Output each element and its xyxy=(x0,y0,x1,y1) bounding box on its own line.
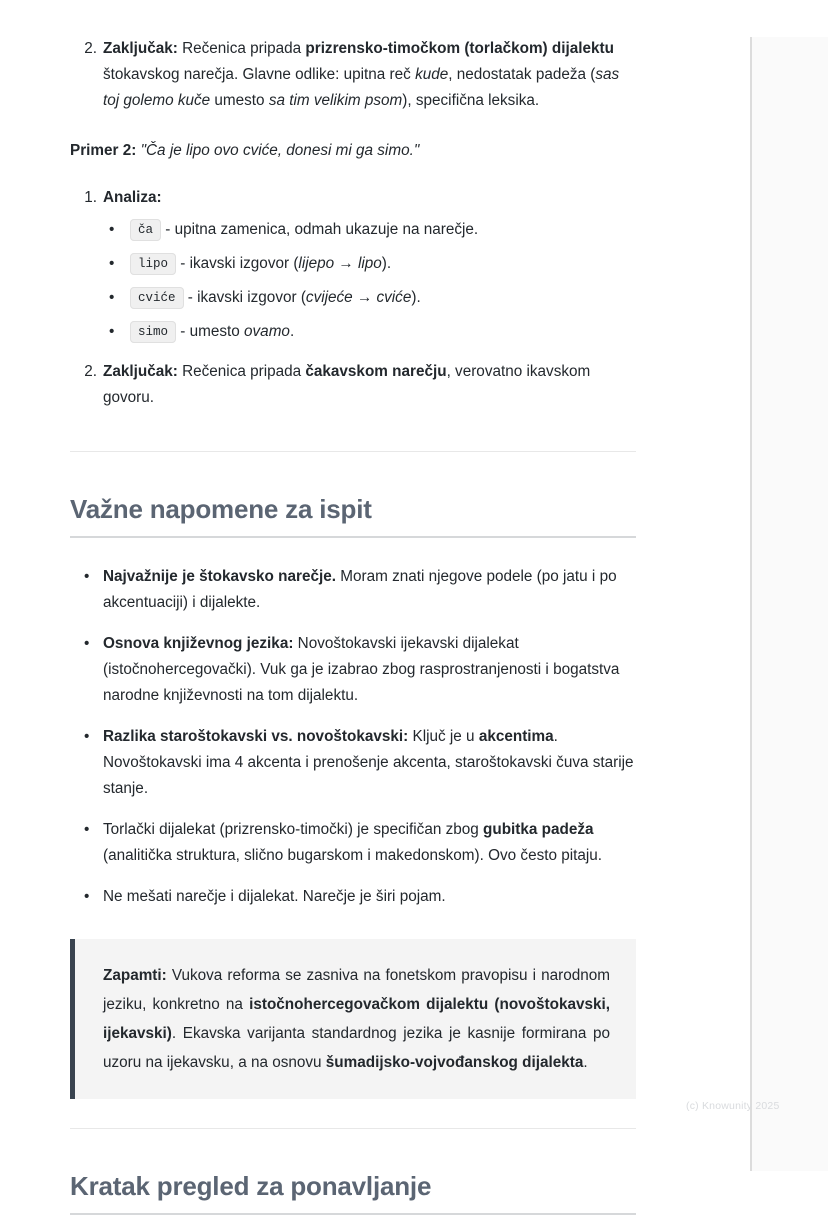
bullet-dot-icon: • xyxy=(84,635,90,652)
note-4-text-1: Ne mešati narečje i dijalekat. Narečje je širi pojam. xyxy=(103,888,446,905)
primer2-label: Primer 2: xyxy=(70,142,137,159)
conclusion2-text xyxy=(103,363,590,406)
analiza-item-1-after: ). xyxy=(381,255,392,272)
analiza-item-3-after: . xyxy=(289,323,295,340)
list-item xyxy=(103,251,636,277)
list-item xyxy=(80,724,636,802)
code-chip-ca: ča xyxy=(130,219,161,241)
example2-conclusion-list xyxy=(70,359,636,411)
list-marker: 2. xyxy=(84,40,97,57)
analiza-item-2-italic-1: cvijeće xyxy=(305,289,353,306)
bullet-dot-icon: • xyxy=(109,255,115,272)
note-3-text-2: (analitička struktura, slično bugarskom i makedonskom). Ovo često pitaju. xyxy=(103,847,603,864)
conclusion-text-1: Rečenica pripada xyxy=(177,40,306,57)
callout-label: Zapamti: xyxy=(103,967,167,984)
analiza-item-3-italic-1: ovamo xyxy=(244,323,290,340)
note-0-bold-1: Najvažnije je štokavsko narečje. xyxy=(103,568,336,585)
bullet-dot-icon: • xyxy=(109,221,115,238)
conclusion-text-3: , nedostatak padeža ( xyxy=(448,66,596,83)
list-item xyxy=(78,185,636,345)
bullet-dot-icon: • xyxy=(84,888,90,905)
note-2-text-2: . Novoštokavski ima 4 akcenta i prenošenje akcenta, staroštokavski čuva starije stanje. xyxy=(103,728,634,797)
code-chip-lipo: lipo xyxy=(130,253,176,275)
conclusion-italic-3: sa tim velikim psom xyxy=(268,92,403,109)
analiza-item-1-before: - ikavski izgovor ( xyxy=(176,255,299,272)
right-side-panel xyxy=(752,37,828,1171)
list-item xyxy=(103,319,636,345)
list-item xyxy=(80,564,636,616)
conclusion-label: Zaključak: xyxy=(103,40,178,57)
note-2-text-1: Ključ je u xyxy=(408,728,479,745)
callout-bold-1: istočnohercegovačkom dijalektu (novoštokavski, ijekavski) xyxy=(103,996,610,1042)
bullet-dot-icon: • xyxy=(109,289,115,306)
conclusion-text-2: štokavskog narečja. Glavne odlike: upitna reč xyxy=(103,66,416,83)
conclusion2-label: Zaključak: xyxy=(103,363,178,380)
code-chip-cvice: cviće xyxy=(130,287,184,309)
analiza-item-3-before: - umesto xyxy=(176,323,245,340)
arrow-icon: → xyxy=(338,255,354,272)
bullet-dot-icon: • xyxy=(84,821,90,838)
watermark-knowunity: (c) Knowunity 2025 xyxy=(686,1100,780,1112)
conclusion-bold-1: prizrensko-timočkom (torlačkom) dijalektu xyxy=(305,40,614,57)
conclusion2-bold-1: čakavskom narečju xyxy=(305,363,447,380)
conclusion-text-5: ), specifična leksika. xyxy=(402,92,540,109)
bullet-dot-icon: • xyxy=(109,323,115,340)
conclusion-text-4: umesto xyxy=(210,92,269,109)
callout-bold-2: šumadijsko-vojvođanskog dijalekta xyxy=(325,1054,584,1071)
analiza-item-2-after: ). xyxy=(411,289,421,306)
list-item xyxy=(80,817,636,869)
primer2-quote: "Ča je lipo ovo cviće, donesi mi ga simo." xyxy=(140,142,420,159)
conclusion2-text-1: Rečenica pripada xyxy=(177,363,306,380)
primer2-paragraph xyxy=(70,138,636,164)
list-item xyxy=(80,884,636,910)
section-divider-rule xyxy=(70,1128,636,1129)
conclusion-text xyxy=(103,40,619,109)
callout-text-2: . Ekavska varijanta standardnog jezika je kasnije formirana po uzoru na ijekavsku, a na osnovu xyxy=(103,1025,610,1071)
analiza-item-0-text: - upitna zamenica, odmah ukazuje na narečje. xyxy=(161,221,479,238)
page-title-kratak-pregled: Kratak pregled za ponavljanje xyxy=(70,1171,636,1215)
list-item xyxy=(78,359,636,411)
analiza-item-1-italic-2: lipo xyxy=(357,255,382,272)
list-item xyxy=(103,217,636,243)
conclusion-italic-1: kude xyxy=(415,66,449,83)
example1-conclusion-list xyxy=(70,36,636,114)
arrow-icon: → xyxy=(356,289,373,306)
list-marker: 2. xyxy=(84,363,97,380)
note-1-text-1: Novoštokavski ijekavski dijalekat (istočnohercegovački). Vuk ga je izabrao zbog rasprostranjenosti i bogatstva narodne književnosti na tom dijalektu. xyxy=(103,635,620,704)
page-divider-line xyxy=(750,37,752,1171)
list-marker: 1. xyxy=(84,189,97,206)
analiza-item-1-italic-1: lijepo xyxy=(298,255,335,272)
page-title-vazne-napomene: Važne napomene za ispit xyxy=(70,494,636,538)
callout-text-1: Vukova reforma se zasniva na fonetskom pravopisu i narodnom jeziku, konkretno na xyxy=(103,967,610,1013)
list-item xyxy=(103,285,636,311)
analiza-list xyxy=(70,185,636,345)
analiza-sub-bullets xyxy=(103,217,636,345)
bullet-dot-icon: • xyxy=(84,568,90,585)
note-0-text-1: Moram znati njegove podele (po jatu i po akcentuaciji) i dijalekte. xyxy=(103,568,617,611)
callout-zapamti xyxy=(70,939,636,1099)
vazne-napomene-bullets xyxy=(70,564,636,910)
note-3-bold-1: gubitka padeža xyxy=(483,821,594,838)
analiza-item-2-before: - ikavski izgovor ( xyxy=(183,289,306,306)
analiza-item-2-italic-2: cviće xyxy=(376,289,412,306)
callout-text-3: . xyxy=(583,1054,588,1071)
list-item xyxy=(78,36,636,114)
bullet-dot-icon: • xyxy=(84,728,90,745)
analiza-label: Analiza: xyxy=(103,189,162,206)
note-2-bold-2: akcentima xyxy=(478,728,554,745)
note-1-bold-1: Osnova književnog jezika: xyxy=(103,635,294,652)
section-divider-rule xyxy=(70,451,636,452)
conclusion2-text-2: , verovatno ikavskom govoru. xyxy=(103,363,591,406)
conclusion-italic-2: sas toj golemo kuče xyxy=(103,66,620,109)
list-item xyxy=(80,631,636,709)
note-3-text-1: Torlački dijalekat (prizrensko-timočki) je specifičan zbog xyxy=(103,821,484,838)
note-2-bold-1: Razlika staroštokavski vs. novoštokavski: xyxy=(103,728,409,745)
code-chip-simo: simo xyxy=(130,321,176,343)
